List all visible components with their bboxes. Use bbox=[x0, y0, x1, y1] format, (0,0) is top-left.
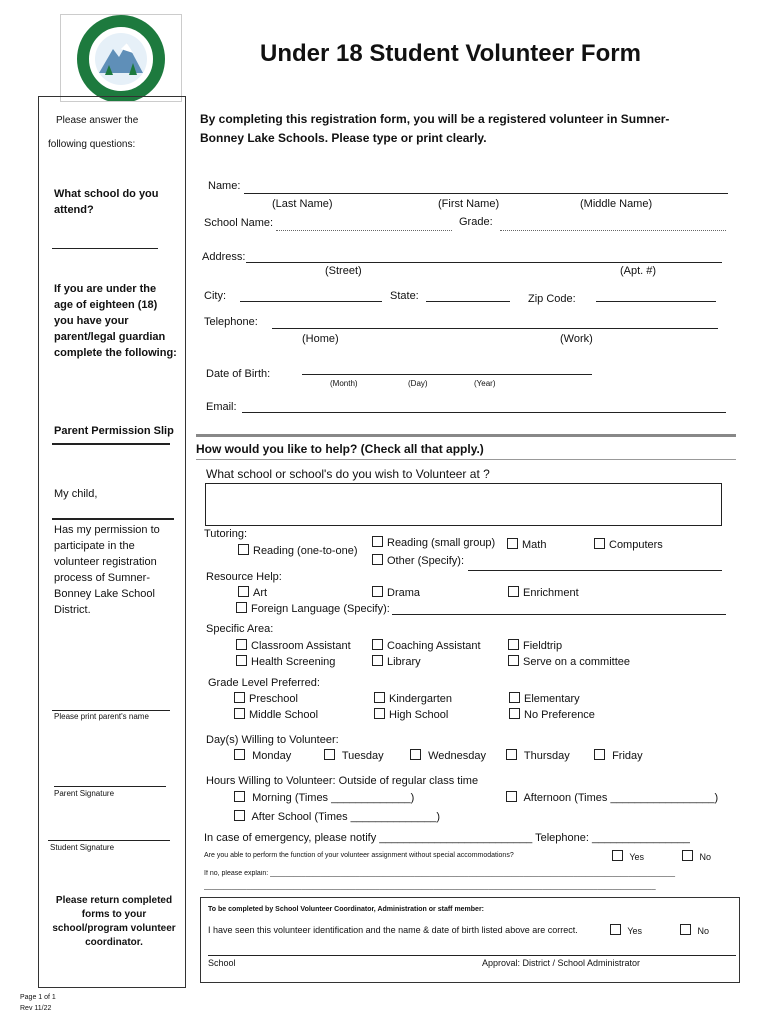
option-label: No bbox=[697, 926, 710, 936]
coordinator-heading: To be completed by School Volunteer Coordinator, Administration or staff member: bbox=[208, 906, 485, 913]
apt-hint: (Apt. #) bbox=[620, 265, 657, 277]
option-classroom-assistant[interactable] bbox=[236, 639, 351, 652]
checkbox[interactable] bbox=[236, 639, 247, 650]
district-logo bbox=[60, 14, 182, 102]
checkbox[interactable] bbox=[372, 554, 383, 565]
schools-textbox[interactable] bbox=[205, 483, 722, 526]
checkbox[interactable] bbox=[324, 749, 335, 760]
permission-text: Has my permission to participate in the volunteer registration process of Sumner-Bonney Lake School District. bbox=[54, 524, 160, 616]
option-label: High School bbox=[389, 709, 449, 721]
street-hint: (Street) bbox=[325, 265, 362, 277]
option-coaching-assistant[interactable] bbox=[372, 639, 481, 652]
option-no-preference[interactable] bbox=[509, 708, 595, 721]
checkbox[interactable] bbox=[372, 639, 383, 650]
checkbox[interactable] bbox=[372, 655, 383, 666]
print-name-label: Please print parent's name bbox=[54, 712, 149, 721]
checkbox[interactable] bbox=[610, 924, 621, 935]
dob-label: Date of Birth: bbox=[206, 368, 271, 380]
other-specify-line[interactable] bbox=[468, 570, 722, 571]
address-line[interactable] bbox=[246, 262, 722, 263]
checkbox[interactable] bbox=[507, 538, 518, 549]
checkbox[interactable] bbox=[238, 586, 249, 597]
checkbox[interactable] bbox=[410, 749, 421, 760]
option-tuesday[interactable] bbox=[324, 749, 384, 762]
help-section-rule bbox=[196, 434, 736, 437]
checkbox[interactable] bbox=[508, 639, 519, 650]
checkbox[interactable] bbox=[234, 810, 245, 821]
option-label: After School (Times ______________) bbox=[251, 811, 440, 823]
option-health-screening[interactable] bbox=[236, 655, 335, 668]
parent-signature-label: Parent Signature bbox=[54, 789, 115, 798]
checkbox[interactable] bbox=[506, 791, 517, 802]
option-computers[interactable] bbox=[594, 538, 663, 551]
school-name-label: School Name: bbox=[204, 217, 274, 229]
sidebar-prompt-line2: following questions: bbox=[48, 139, 136, 150]
footer-rev: Rev 11/22 bbox=[20, 1005, 52, 1012]
state-line[interactable] bbox=[426, 301, 510, 302]
option-label: Reading (small group) bbox=[387, 537, 496, 549]
option-label: Coaching Assistant bbox=[387, 640, 481, 652]
accommodations-no[interactable] bbox=[682, 850, 711, 862]
state-label: State: bbox=[390, 290, 419, 302]
coordinator-sign-line[interactable] bbox=[208, 955, 736, 956]
month-hint: (Month) bbox=[330, 379, 358, 388]
option-other[interactable] bbox=[372, 554, 464, 567]
option-label: Computers bbox=[609, 539, 663, 551]
checkbox[interactable] bbox=[234, 692, 245, 703]
my-child-label: My child, bbox=[54, 488, 98, 500]
option-label: Fieldtrip bbox=[523, 640, 563, 652]
resource-label: Resource Help: bbox=[206, 571, 282, 583]
option-drama[interactable] bbox=[372, 586, 420, 599]
option-wednesday[interactable] bbox=[410, 749, 486, 762]
sidebar-prompt-line1: Please answer the bbox=[56, 115, 139, 126]
return-instructions: Please return completed forms to your school/program volunteer coordinator. bbox=[52, 895, 176, 948]
question-school: What school do you attend? bbox=[54, 188, 159, 216]
checkbox[interactable] bbox=[509, 692, 520, 703]
option-label: Foreign Language (Specify): bbox=[251, 603, 390, 615]
parent-signature-line[interactable] bbox=[54, 786, 166, 787]
option-label: Yes bbox=[627, 926, 643, 936]
option-label: Reading (one-to-one) bbox=[253, 545, 358, 557]
if-no-explain-line2[interactable]: ____________________________________________________________________________________________________________________ bbox=[204, 883, 656, 890]
option-monday[interactable] bbox=[234, 749, 291, 762]
checkbox[interactable] bbox=[509, 708, 520, 719]
email-line[interactable] bbox=[242, 412, 726, 413]
year-hint: (Year) bbox=[474, 379, 496, 388]
zip-label: Zip Code: bbox=[528, 293, 576, 305]
option-label: Tuesday bbox=[341, 750, 384, 762]
option-label: Middle School bbox=[249, 709, 319, 721]
option-fieldtrip[interactable] bbox=[508, 639, 562, 652]
option-label: Morning (Times _____________) bbox=[252, 792, 415, 804]
checkbox[interactable] bbox=[508, 655, 519, 666]
option-afternoon[interactable] bbox=[506, 791, 718, 804]
accommodations-yes[interactable] bbox=[612, 850, 644, 862]
option-label: Math bbox=[522, 539, 547, 551]
city-line[interactable] bbox=[240, 301, 382, 302]
dob-line[interactable] bbox=[302, 374, 592, 375]
option-label: Elementary bbox=[524, 693, 580, 705]
option-label: No bbox=[699, 852, 712, 862]
specific-area-label: Specific Area: bbox=[206, 623, 274, 635]
child-name-line[interactable] bbox=[52, 518, 174, 520]
grade-label: Grade: bbox=[459, 216, 493, 228]
logo-emblem-icon bbox=[61, 15, 181, 101]
days-label: Day(s) Willing to Volunteer: bbox=[206, 734, 339, 746]
option-label: Drama bbox=[387, 587, 421, 599]
option-thursday[interactable] bbox=[506, 749, 570, 762]
school-name-line[interactable] bbox=[276, 230, 452, 231]
student-signature-line[interactable] bbox=[48, 840, 170, 841]
checkbox[interactable] bbox=[374, 692, 385, 703]
checkbox[interactable] bbox=[372, 536, 383, 547]
foreign-specify-line[interactable] bbox=[392, 614, 726, 615]
checkbox[interactable] bbox=[238, 544, 249, 555]
checkbox[interactable] bbox=[372, 586, 383, 597]
option-label: No Preference bbox=[524, 709, 595, 721]
school-answer-line[interactable] bbox=[52, 248, 158, 249]
option-label: Monday bbox=[252, 750, 292, 762]
zip-line[interactable] bbox=[596, 301, 716, 302]
footer-page: Page 1 of 1 bbox=[20, 994, 56, 1001]
schools-question: What school or school's do you wish to Volunteer at ? bbox=[206, 467, 490, 481]
option-label: Library bbox=[387, 656, 421, 668]
option-friday[interactable] bbox=[594, 749, 643, 762]
coordinator-approval-label: Approval: District / School Administrator bbox=[482, 958, 641, 968]
option-library[interactable] bbox=[372, 655, 421, 668]
permission-slip-title: Parent Permission Slip bbox=[54, 425, 174, 437]
option-label: Friday bbox=[612, 750, 643, 762]
checkbox[interactable] bbox=[680, 924, 691, 935]
option-morning[interactable] bbox=[234, 791, 414, 804]
checkbox[interactable] bbox=[234, 791, 245, 802]
checkbox[interactable] bbox=[682, 850, 693, 861]
name-label: Name: bbox=[208, 180, 241, 192]
option-foreign-language[interactable] bbox=[236, 602, 390, 615]
coordinator-statement: I have seen this volunteer identification and the name & date of birth listed above are correct. bbox=[208, 925, 578, 935]
grade-level-label: Grade Level Preferred: bbox=[208, 677, 320, 689]
grade-line[interactable] bbox=[500, 230, 726, 231]
if-no-explain[interactable]: If no, please explain: ________________________________________________________________________________________________________ bbox=[204, 870, 676, 877]
name-line[interactable] bbox=[244, 193, 728, 194]
address-label: Address: bbox=[202, 251, 246, 263]
option-reading-small[interactable] bbox=[372, 536, 495, 549]
last-name-hint: (Last Name) bbox=[272, 198, 333, 210]
option-label: Enrichment bbox=[523, 587, 579, 599]
telephone-label: Telephone: bbox=[204, 316, 258, 328]
parent-name-line[interactable] bbox=[52, 710, 170, 711]
option-art[interactable] bbox=[238, 586, 267, 599]
guardian-note: If you are under the age of eighteen (18) you have your parent/legal guardian complete the following: bbox=[54, 283, 177, 359]
emergency-contact[interactable]: In case of emergency, please notify _________________________ Telephone: ________________ bbox=[204, 832, 690, 844]
option-label: Kindergarten bbox=[389, 693, 452, 705]
email-label: Email: bbox=[206, 401, 237, 413]
checkbox[interactable] bbox=[374, 708, 385, 719]
help-heading-rule bbox=[196, 459, 736, 460]
accommodations-question: Are you able to perform the function of your volunteer assignment without special accommodations? bbox=[204, 852, 514, 859]
day-hint: (Day) bbox=[408, 379, 428, 388]
intro-text: By completing this registration form, you will be a registered volunteer in Sumner-Bonney Lake Schools. Please type or print clearly. bbox=[200, 112, 670, 145]
page-title: Under 18 Student Volunteer Form bbox=[260, 40, 641, 67]
first-name-hint: (First Name) bbox=[438, 198, 500, 210]
work-hint: (Work) bbox=[560, 333, 593, 345]
tutoring-label: Tutoring: bbox=[204, 528, 248, 540]
option-label: Preschool bbox=[249, 693, 298, 705]
city-label: City: bbox=[204, 290, 226, 302]
option-label: Health Screening bbox=[251, 656, 336, 668]
option-label: Afternoon (Times _________________) bbox=[523, 792, 719, 804]
coordinator-yes[interactable] bbox=[610, 924, 642, 936]
checkbox[interactable] bbox=[594, 749, 605, 760]
option-preschool[interactable] bbox=[234, 692, 298, 705]
checkbox[interactable] bbox=[234, 708, 245, 719]
option-label: Thursday bbox=[523, 750, 570, 762]
checkbox[interactable] bbox=[612, 850, 623, 861]
help-heading: How would you like to help? (Check all that apply.) bbox=[196, 442, 484, 456]
option-reading-one[interactable] bbox=[238, 544, 358, 557]
option-high-school[interactable] bbox=[374, 708, 448, 721]
option-kindergarten[interactable] bbox=[374, 692, 452, 705]
option-after-school[interactable] bbox=[234, 810, 440, 823]
checkbox[interactable] bbox=[236, 655, 247, 666]
checkbox[interactable] bbox=[594, 538, 605, 549]
telephone-line[interactable] bbox=[272, 328, 718, 329]
hours-label: Hours Willing to Volunteer: Outside of regular class time bbox=[206, 775, 479, 787]
checkbox[interactable] bbox=[234, 749, 245, 760]
home-hint: (Home) bbox=[302, 333, 339, 345]
option-math[interactable] bbox=[507, 538, 546, 551]
option-committee[interactable] bbox=[508, 655, 630, 668]
option-enrichment[interactable] bbox=[508, 586, 579, 599]
coordinator-no[interactable] bbox=[680, 924, 709, 936]
coordinator-school-label: School bbox=[208, 958, 236, 968]
option-label: Serve on a committee bbox=[523, 656, 630, 668]
checkbox[interactable] bbox=[506, 749, 517, 760]
student-signature-label: Student Signature bbox=[50, 843, 115, 852]
option-label: Yes bbox=[629, 852, 645, 862]
option-elementary[interactable] bbox=[509, 692, 580, 705]
checkbox[interactable] bbox=[236, 602, 247, 613]
option-label: Wednesday bbox=[428, 750, 486, 762]
option-label: Classroom Assistant bbox=[251, 640, 351, 652]
option-label: Other (Specify): bbox=[387, 555, 465, 567]
checkbox[interactable] bbox=[508, 586, 519, 597]
permission-title-rule bbox=[52, 443, 170, 445]
option-label: Art bbox=[253, 587, 268, 599]
middle-name-hint: (Middle Name) bbox=[580, 198, 653, 210]
option-middle-school[interactable] bbox=[234, 708, 318, 721]
